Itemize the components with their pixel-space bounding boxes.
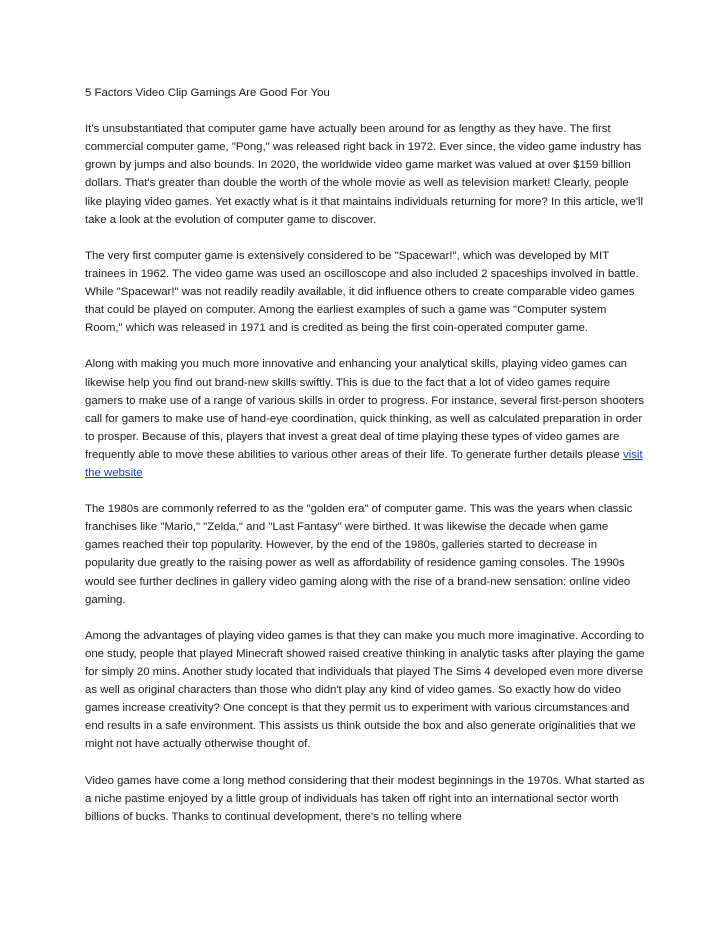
document-title: 5 Factors Video Clip Gamings Are Good For You — [85, 87, 330, 99]
document-body — [85, 84, 645, 844]
visit-website-link[interactable]: visit the website — [85, 448, 643, 479]
paragraph-1: It's unsubstantiated that computer game have actually been around for as lengthy as they have. The first commercial computer game, "Pong," was released right back in 1972. Ever since, the video game industry has grown by jumps and also bounds. In 2020, the worldwide video game market was valued at over $159 billion dollars. That's greater than double the worth of the whole movie as well as television market! Clearly, people like playing video games. Yet exactly what is it that maintains individuals returning for more? In this article, we'll take a look at the evolution of computer game to discover. — [85, 123, 644, 226]
paragraph-5: Among the advantages of playing video games is that they can make you much more imaginative. According to one study, people that played Minecraft showed raised creative thinking in analytic tasks after playing the game for simply 20 mins. Another study located that individuals that played The Sims 4 developed even more diverse as well as original characters than those who didn't play any kind of video games. So exactly how do video games increase creativity? One concept is that they permit us to experiment with various circumstances and end results in a safe environment. This assists us think outside the box and also generate originalities that we might not have actually otherwise thought of. — [85, 629, 645, 751]
paragraph-6: Video games have come a long method considering that their modest beginnings in the 1970s. What started as a niche pastime enjoyed by a little group of individuals has taken off right into an international sector worth billions of bucks. Thanks to continual development, there's no telling where — [85, 774, 645, 823]
paragraph-3-text: Along with making you much more innovative and enhancing your analytical skills, playing video games can likewise help you find out brand-new skills swiftly. This is due to the fact that a lot of video games require gamers to make use of a range of various skills in order to progress. For instance, several first-person shooters call for gamers to make use of hand-eye coordination, quick thinking, as well as calculated preparation in order to prosper. Because of this, players that invest a great deal of time playing these types of video games are frequently able to move these abilities to various other areas of their life. To generate further details please — [85, 358, 645, 461]
paragraph-4: The 1980s are commonly referred to as the "golden era" of computer game. This was the years when classic franchises like "Mario," "Zelda," and "Last Fantasy" were birthed. It was likewise the decade when game games reached their top popularity. However, by the end of the 1980s, galleries started to decrease in popularity due greatly to the raising power as well as affordability of residence gaming consoles. The 1990s would see further declines in gallery video gaming along with the rise of a brand-new sensation: online video gaming. — [85, 503, 633, 606]
paragraph-2: The very first computer game is extensively considered to be "Spacewar!", which was developed by MIT trainees in 1962. The video game was used an oscilloscope and also included 2 spaceships involved in battle. While "Spacewar!" was not readily readily available, it did influence others to create comparable video games that could be played on computer. Among the earliest examples of such a game was "Computer system Room," which was released in 1971 and is credited as being the first coin-operated computer game. — [85, 249, 639, 335]
paragraph-3 — [85, 355, 645, 482]
